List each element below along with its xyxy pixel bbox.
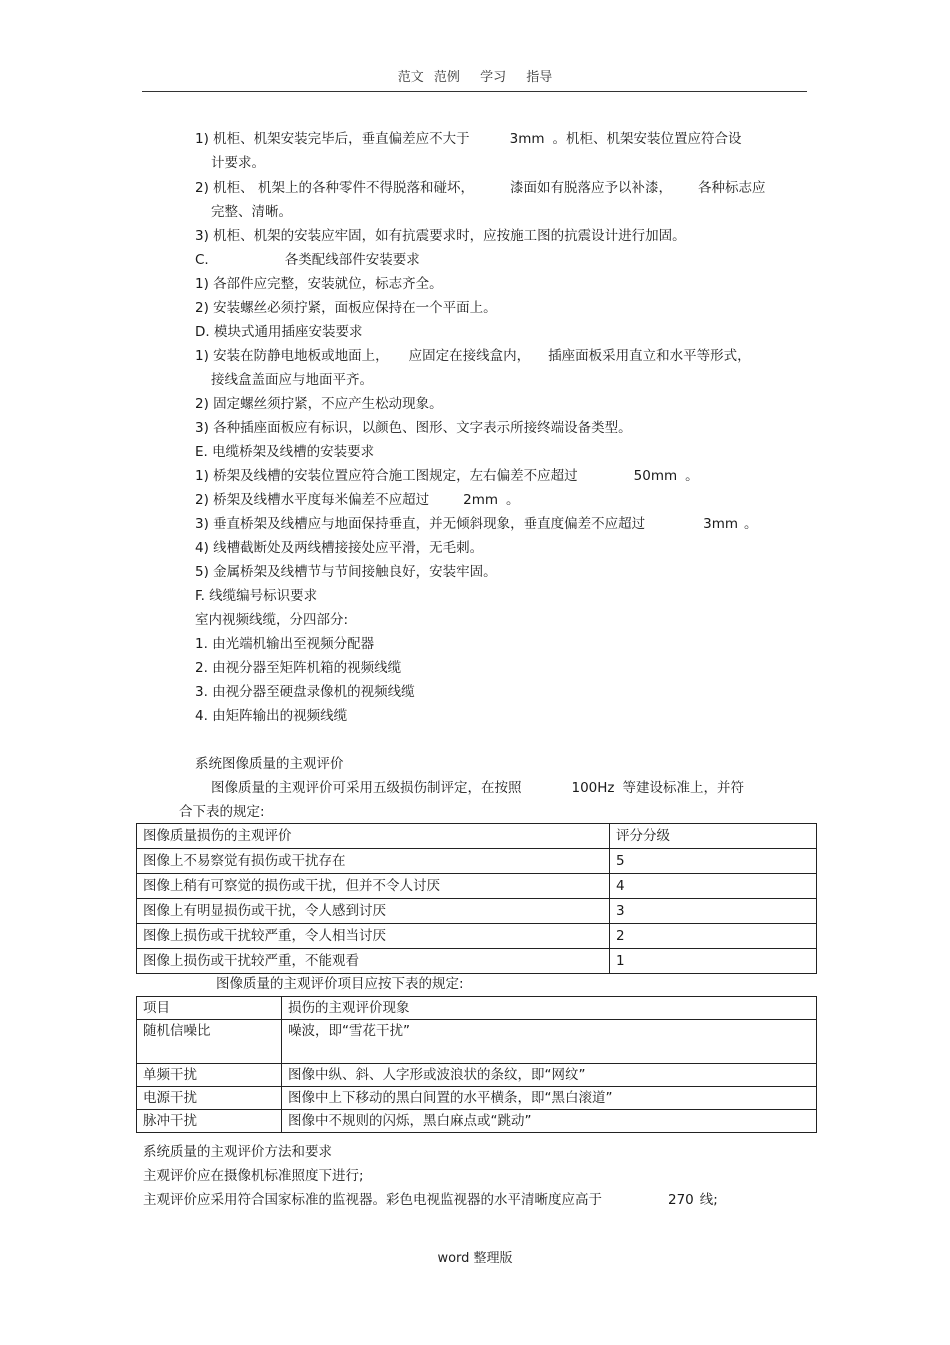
text-span: 漆面如有脱落应予以补漆，	[509, 180, 672, 196]
text-span: 1) 机柜、机架安装完毕后，垂直偏差应不大于	[195, 131, 470, 147]
table-row	[137, 1110, 817, 1133]
section-f-intro: 室内视频线缆，分四部分:	[195, 612, 349, 628]
table-cell: 图像上稍有可察觉的损伤或干扰，但并不令人讨厌	[137, 874, 610, 899]
table-cell: 2	[610, 924, 817, 949]
text-span: 等建设标准上，并符	[622, 780, 745, 796]
text-span: 1) 桥架及线槽的安装位置应符合施工图规定，左右偏差不应超过	[195, 468, 578, 484]
text-span: 。	[744, 516, 758, 532]
section-d-item-2: 2) 固定螺丝须拧紧，不应产生松动现象。	[195, 396, 443, 412]
table-cell: 图像上不易察觉有损伤或干扰存在	[137, 849, 610, 874]
evaluation-items-table	[136, 996, 817, 1133]
table-row	[137, 949, 817, 974]
table2-caption: 图像质量的主观评价项目应按下表的规定:	[216, 976, 464, 992]
table-cell: 单频干扰	[137, 1064, 282, 1087]
table-cell: 图像中不规则的闪烁，黑白麻点或“跳动”	[282, 1110, 817, 1133]
table-header-cell: 图像质量损伤的主观评价	[137, 824, 610, 849]
section-e-item-3	[195, 516, 758, 532]
value-span: 100Hz	[571, 780, 615, 796]
text-span: 主观评价应采用符合国家标准的监视器。彩色电视监视器的水平清晰度应高于	[143, 1192, 602, 1208]
value-span: 3mm	[703, 516, 739, 532]
table-header-row	[137, 997, 817, 1020]
quality-paragraph-cont: 合下表的规定:	[179, 804, 265, 820]
value-span: 3mm	[509, 131, 545, 147]
table-row	[137, 924, 817, 949]
section-f-list-item: 4. 由矩阵输出的视频线缆	[195, 708, 348, 724]
text-span: 2) 桥架及线槽水平度每米偏差不应超过	[195, 492, 430, 508]
table-row	[137, 849, 817, 874]
table-header-cell: 损伤的主观评价现象	[282, 997, 817, 1020]
section-f-list-item: 1. 由光端机输出至视频分配器	[195, 636, 375, 652]
value-span: 270	[668, 1192, 694, 1208]
text-span: 。	[506, 492, 520, 508]
table-cell: 随机信噪比	[137, 1020, 282, 1064]
table-cell: 图像中纵、斜、人字形或波浪状的条纹，即“网纹”	[282, 1064, 817, 1087]
section-f-list-item: 3. 由视分器至硬盘录像机的视频线缆	[195, 684, 415, 700]
section-c-item-1: 1) 各部件应完整，安装就位，标志齐全。	[195, 276, 443, 292]
page-footer: word 整理版	[437, 1251, 513, 1266]
table-cell: 图像上有明显损伤或干扰，令人感到讨厌	[137, 899, 610, 924]
cabinet-item-2	[195, 180, 765, 196]
table-cell: 1	[610, 949, 817, 974]
table-cell: 4	[610, 874, 817, 899]
section-f-heading: F. 线缆编号标识要求	[195, 588, 318, 604]
section-d-item-1-cont: 接线盒盖面应与地面平齐。	[211, 372, 373, 388]
section-e-item-1	[195, 468, 699, 484]
section-e-item-2	[195, 492, 520, 508]
section-letter: C.	[195, 252, 209, 268]
text-span: 。机柜、机架安装位置应符合设	[552, 131, 742, 147]
table-row	[137, 1020, 817, 1064]
table-cell: 电源干扰	[137, 1087, 282, 1110]
header-part: 学习	[480, 70, 507, 85]
text-span: 1) 安装在防静电地板或地面上，	[195, 348, 389, 364]
cabinet-item-1	[195, 131, 742, 147]
table-cell: 图像中上下移动的黑白间置的水平横条，即“黑白滚道”	[282, 1087, 817, 1110]
quality-heading: 系统图像质量的主观评价	[195, 756, 344, 772]
method-line-2	[143, 1192, 718, 1208]
table-row	[137, 899, 817, 924]
text-span: 插座面板采用直立和水平等形式，	[548, 348, 751, 364]
value-span: 50mm	[633, 468, 678, 484]
page-header	[0, 70, 950, 86]
table-cell: 图像上损伤或干扰较严重，不能观看	[137, 949, 610, 974]
text-span: 应固定在接线盒内，	[408, 348, 531, 364]
table-row	[137, 1087, 817, 1110]
text-span: 。	[685, 468, 699, 484]
section-d-item-3: 3) 各种插座面板应有标识，以颜色、图形、文字表示所接终端设备类型。	[195, 420, 632, 436]
header-divider	[142, 91, 807, 92]
section-d-item-1	[195, 348, 751, 364]
section-e-item-5: 5) 金属桥架及线槽节与节间接触良好，安装牢固。	[195, 564, 497, 580]
method-line-1: 主观评价应在摄像机标准照度下进行;	[143, 1168, 364, 1184]
table-row	[137, 1064, 817, 1087]
cabinet-item-1-cont: 计要求。	[211, 155, 265, 171]
section-c-heading	[195, 252, 420, 268]
quality-paragraph	[211, 780, 744, 796]
text-span: 各种标志应	[697, 180, 766, 196]
section-c-item-2: 2) 安装螺丝必须拧紧，面板应保持在一个平面上。	[195, 300, 497, 316]
rating-table	[136, 823, 817, 974]
text-span: 2) 机柜、 机架上的各种零件不得脱落和碰坏，	[195, 180, 474, 196]
table-row	[137, 874, 817, 899]
text-span: 图像质量的主观评价可采用五级损伤制评定，在按照	[211, 780, 522, 796]
text-span: 线;	[699, 1192, 718, 1208]
table-header-row	[137, 824, 817, 849]
header-part: 范例	[433, 70, 460, 85]
table-cell: 图像上损伤或干扰较严重，令人相当讨厌	[137, 924, 610, 949]
table-cell: 脉冲干扰	[137, 1110, 282, 1133]
value-span: 2mm	[463, 492, 499, 508]
section-e-item-4: 4) 线槽截断处及两线槽接接处应平滑，无毛刺。	[195, 540, 484, 556]
table-cell: 5	[610, 849, 817, 874]
table-header-cell: 评分分级	[610, 824, 817, 849]
table-header-cell: 项目	[137, 997, 282, 1020]
table-cell: 3	[610, 899, 817, 924]
header-part: 指导	[526, 70, 553, 85]
section-e-heading: E. 电缆桥架及线槽的安装要求	[195, 444, 375, 460]
text-span: 3) 垂直桥架及线槽应与地面保持垂直，并无倾斜现象，垂直度偏差不应超过	[195, 516, 646, 532]
section-f-list-item: 2. 由视分器至矩阵机箱的视频线缆	[195, 660, 402, 676]
table-cell: 噪波，即“雪花干扰”	[282, 1020, 817, 1064]
header-part: 范文	[397, 70, 424, 85]
method-heading: 系统质量的主观评价方法和要求	[143, 1144, 332, 1160]
section-d-heading: D. 模块式通用插座安装要求	[195, 324, 363, 340]
cabinet-item-3: 3) 机柜、机架的安装应牢固，如有抗震要求时，应按施工图的抗震设计进行加固。	[195, 228, 686, 244]
section-title: 各类配线部件安装要求	[284, 252, 420, 268]
cabinet-item-2-cont: 完整、清晰。	[211, 204, 292, 220]
